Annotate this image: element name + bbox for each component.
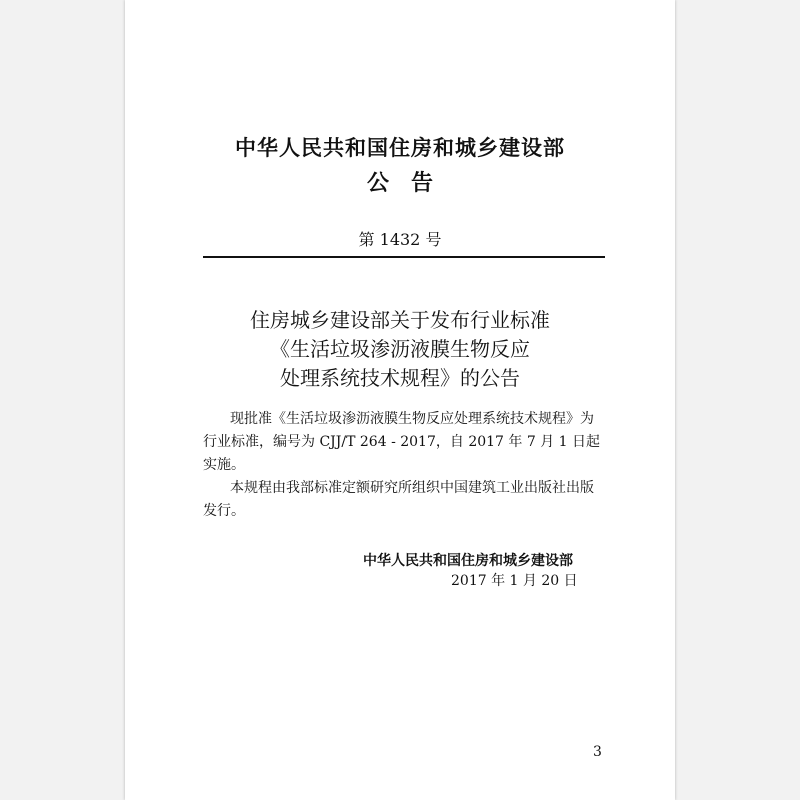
body-paragraph-2-line-2: 发行。 xyxy=(203,503,245,519)
document-number: 第 1432 号 xyxy=(358,230,442,249)
body-paragraph-1 xyxy=(203,408,607,477)
signature-authority: 中华人民共和国住房和城乡建设部 xyxy=(363,553,573,569)
document-page xyxy=(125,0,675,800)
body-paragraph-1-line-1: 现批准《生活垃圾渗沥液膜生物反应处理系统技术规程》为 xyxy=(230,411,594,427)
page-number: 3 xyxy=(593,744,602,760)
body-paragraph-2-line-1: 本规程由我部标准定额研究所组织中国建筑工业出版社出版 xyxy=(230,480,594,496)
title-line-2: 《生活垃圾渗沥液膜生物反应 xyxy=(270,337,530,361)
document-type: 公 告 xyxy=(366,171,433,196)
header-divider xyxy=(203,256,605,258)
issuing-authority: 中华人民共和国住房和城乡建设部 xyxy=(235,136,565,160)
announcement-title xyxy=(125,306,675,393)
title-line-3: 处理系统技术规程》的公告 xyxy=(280,366,520,390)
body-paragraph-1-line-2: 行业标准，编号为 CJJ/T 264 - 2017，自 2017 年 7 月 1 日起 xyxy=(203,434,601,450)
body-paragraph-1-line-3: 实施。 xyxy=(203,457,245,473)
issue-date: 2017 年 1 月 20 日 xyxy=(451,573,578,589)
body-paragraph-2 xyxy=(203,477,607,523)
title-line-1: 住房城乡建设部关于发布行业标准 xyxy=(250,308,550,332)
announcement-body xyxy=(203,408,607,523)
